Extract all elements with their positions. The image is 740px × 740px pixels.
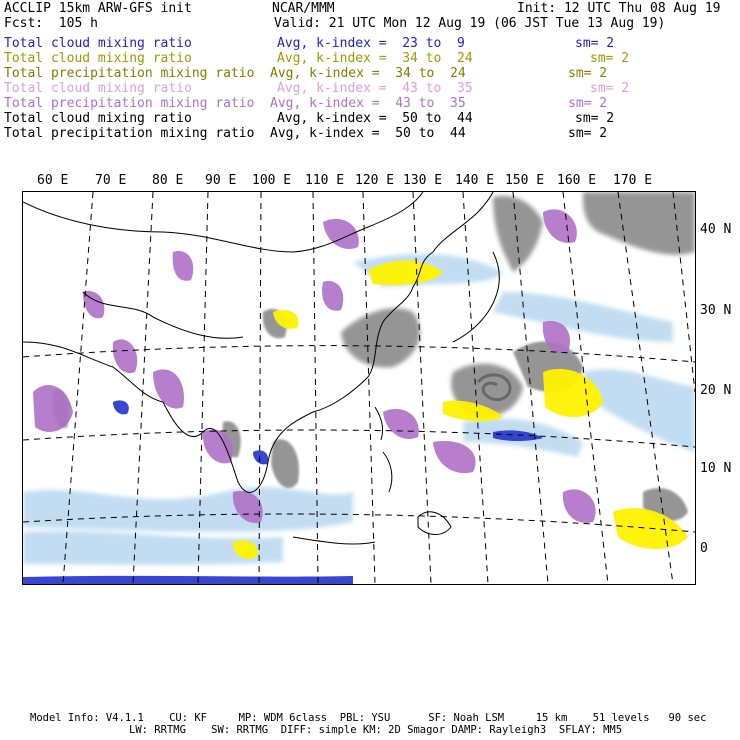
legend-sm: sm= 2: [590, 51, 630, 66]
legend-field: Total precipitation mixing ratio: [4, 96, 255, 111]
map-panel: [22, 191, 696, 585]
legend-info: Avg, k-index = 23 to 9: [277, 36, 465, 51]
model-info-line-1: Model Info: V4.1.1 CU: KF MP: WDM 6class PBL: YSU SF: Noah LSM 15 km 51 levels 90 sec: [30, 712, 707, 724]
lon-label: 70 E: [95, 173, 127, 188]
lon-label: 140 E: [455, 173, 495, 188]
lat-label: 10 N: [700, 461, 732, 476]
legend-sm: sm= 2: [590, 81, 630, 96]
legend-field: Total precipitation mixing ratio: [4, 126, 255, 141]
legend-sm: sm= 2: [568, 66, 608, 81]
lon-label: 150 E: [505, 173, 545, 188]
lon-label: 110 E: [305, 173, 345, 188]
lon-label: 60 E: [37, 173, 69, 188]
lon-label: 130 E: [403, 173, 443, 188]
legend-info: Avg, k-index = 50 to 44: [270, 126, 466, 141]
model-info-line-2: LW: RRTMG SW: RRTMG DIFF: simple KM: 2D Smagor DAMP: Rayleigh3 SFLAY: MM5: [129, 724, 623, 736]
lon-label: 90 E: [205, 173, 237, 188]
model-title: ACCLIP 15km ARW-GFS init: [4, 1, 192, 16]
lon-label: 160 E: [557, 173, 597, 188]
lon-label: 80 E: [152, 173, 184, 188]
center-label: NCAR/MMM: [272, 1, 335, 16]
legend-info: Avg, k-index = 43 to 35: [270, 96, 466, 111]
lat-label: 0: [700, 541, 708, 556]
legend-sm: sm= 2: [568, 126, 608, 141]
legend-info: Avg, k-index = 43 to 35: [277, 81, 473, 96]
legend-field: Total cloud mixing ratio: [4, 111, 192, 126]
legend-info: Avg, k-index = 34 to 24: [277, 51, 473, 66]
lat-label: 40 N: [700, 222, 732, 237]
forecast-map: [23, 192, 695, 584]
legend-field: Total cloud mixing ratio: [4, 36, 192, 51]
legend-field: Total precipitation mixing ratio: [4, 66, 255, 81]
lat-label: 20 N: [700, 383, 732, 398]
lon-label: 170 E: [613, 173, 653, 188]
valid-time: Valid: 21 UTC Mon 12 Aug 19 (06 JST Tue 13 Aug 19): [274, 16, 666, 31]
legend-sm: sm= 2: [575, 36, 615, 51]
lon-label: 100 E: [252, 173, 292, 188]
forecast-hour: Fcst: 105 h: [4, 16, 98, 31]
legend-field: Total cloud mixing ratio: [4, 81, 192, 96]
legend-info: Avg, k-index = 50 to 44: [277, 111, 473, 126]
legend-info: Avg, k-index = 34 to 24: [270, 66, 466, 81]
legend-sm: sm= 2: [568, 96, 608, 111]
grey-cloud-layer: [53, 192, 695, 521]
legend-sm: sm= 2: [575, 111, 615, 126]
lat-label: 30 N: [700, 303, 732, 318]
lon-label: 120 E: [355, 173, 395, 188]
init-time: Init: 12 UTC Thu 08 Aug 19: [517, 1, 721, 16]
legend-field: Total cloud mixing ratio: [4, 51, 192, 66]
